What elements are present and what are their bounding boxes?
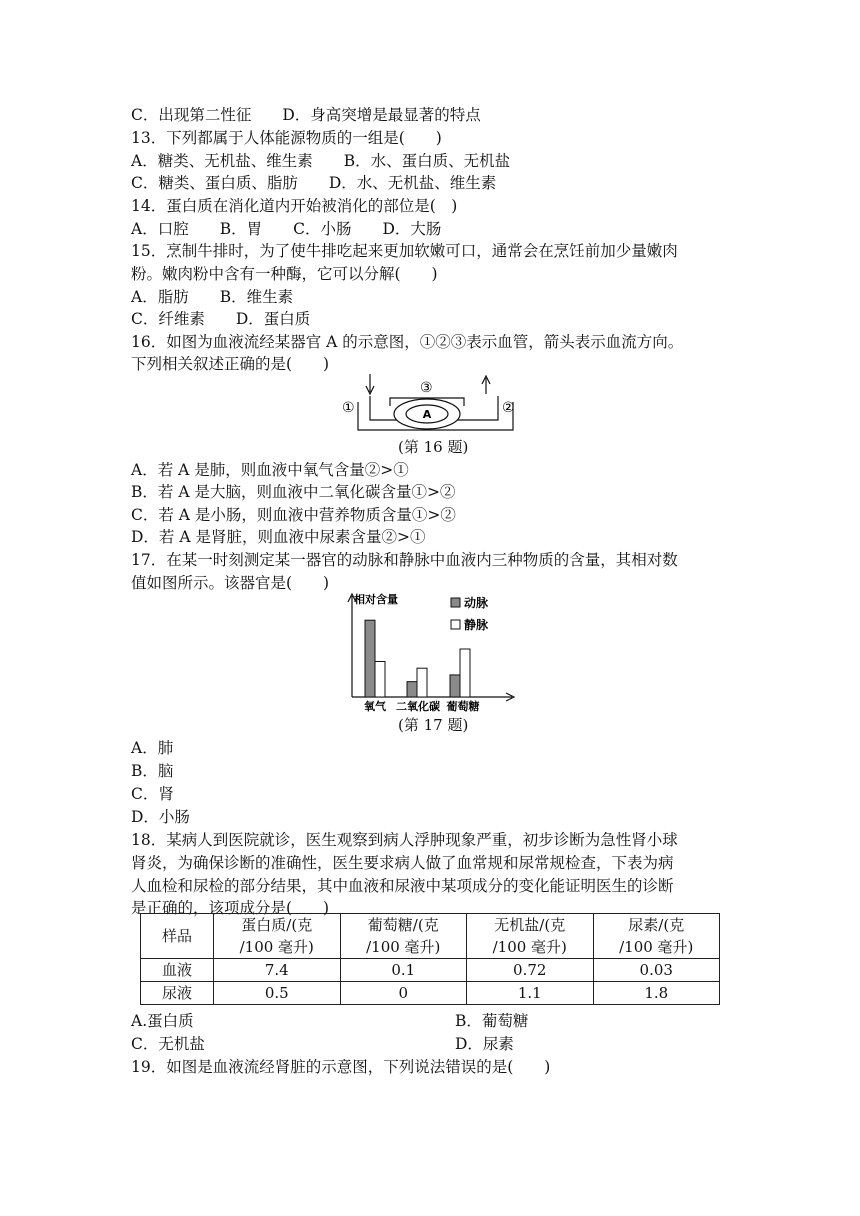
- q15-stem-line2: 粉。嫩肉粉中含有一种酶，它可以分解( ): [131, 265, 438, 283]
- q18-option-a: A.蛋白质: [131, 1012, 194, 1030]
- legend-label: 动脉: [464, 596, 489, 610]
- q18-stem-line1: 18．某病人到医院就诊，医生观察到病人浮肿现象严重，初步诊断为急性肾小球: [131, 831, 678, 849]
- table-cell: 1.8: [593, 982, 720, 1005]
- q16-option-c: C．若 A 是小肠，则血液中营养物质含量①>②: [131, 506, 456, 524]
- bar-vein-2: [460, 649, 470, 697]
- table-cell: 0: [340, 982, 467, 1005]
- table-cell: 0.72: [467, 959, 594, 982]
- q17-option-a: A．肺: [131, 739, 174, 757]
- q14-stem: 14．蛋白质在消化道内开始被消化的部位是( ): [131, 197, 458, 215]
- q19-stem: 19．如图是血液流经肾脏的示意图，下列说法错误的是( ): [131, 1058, 551, 1076]
- q18-option-b: B．葡萄糖: [455, 1012, 529, 1030]
- q16-stem-line1: 16．如图为血液流经某器官 A 的示意图，①②③表示血管，箭头表示血流方向。: [131, 333, 684, 351]
- q17-stem-line1: 17．在某一时刻测定某一器官的动脉和静脉中血液内三种物质的含量，其相对数: [131, 551, 678, 569]
- q18-stem-line2: 肾炎，为确保诊断的准确性，医生要求病人做了血常规和尿常规检查，下表为病: [131, 854, 674, 872]
- q13-stem: 13．下列都属于人体能源物质的一组是( ): [131, 129, 442, 147]
- q15-option-ab: A．脂肪 B．维生素: [131, 288, 294, 306]
- table-header-row: [141, 914, 720, 959]
- bar-vein-0: [375, 661, 385, 697]
- q16-option-a: A．若 A 是肺，则血液中氧气含量②>①: [131, 461, 409, 479]
- q18-stem-line4: 是正确的，该项成分是( ): [131, 899, 330, 917]
- header-urea: 尿素/(克 /100 毫升): [593, 914, 720, 959]
- table-cell: 7.4: [214, 959, 341, 982]
- organ-a-label: A: [422, 408, 432, 421]
- table-cell: 1.1: [467, 982, 594, 1005]
- table-cell: 尿液: [141, 982, 214, 1005]
- vessel-3-label: ③: [420, 380, 433, 396]
- legend-swatch: [451, 598, 460, 607]
- table-cell: 0.03: [593, 959, 720, 982]
- table-cell: 血液: [141, 959, 214, 982]
- q12-option-cd: C．出现第二性征 D．身高突增是最显著的特点: [131, 106, 481, 124]
- q18-stem-line3: 人血检和尿检的部分结果，其中血液和尿液中某项成分的变化能证明医生的诊断: [131, 877, 674, 895]
- legend-label: 静脉: [464, 618, 489, 632]
- table-row: [141, 959, 720, 982]
- q16-blood-flow-diagram: [338, 374, 528, 436]
- q16-option-d: D．若 A 是肾脏，则血液中尿素含量②>①: [131, 528, 426, 546]
- bar-artery-1: [407, 682, 417, 697]
- table-cell: 0.5: [214, 982, 341, 1005]
- q18-option-c: C．无机盐: [131, 1035, 205, 1053]
- q13-option-ab: A．糖类、无机盐、维生素 B．水、蛋白质、无机盐: [131, 152, 511, 170]
- header-protein: 蛋白质/(克 /100 毫升): [214, 914, 341, 959]
- q15-stem-line1: 15．烹制牛排时，为了使牛排吃起来更加软嫩可口，通常会在烹饪前加少量嫩肉: [131, 242, 678, 260]
- q16-option-b: B．若 A 是大脑，则血液中二氧化碳含量①>②: [131, 483, 456, 501]
- legend-swatch: [451, 620, 460, 629]
- vessel-1-label: ①: [342, 400, 355, 416]
- bar-artery-2: [450, 675, 460, 697]
- q17-stem-line2: 值如图所示。该器官是( ): [131, 574, 330, 592]
- q15-option-cd: C．纤维素 D．蛋白质: [131, 310, 311, 328]
- q16-caption: (第 16 题): [398, 438, 469, 456]
- bar-artery-0: [365, 620, 375, 697]
- table-cell: 0.1: [340, 959, 467, 982]
- header-salts: 无机盐/(克 /100 毫升): [467, 914, 594, 959]
- header-sample: 样品: [141, 914, 214, 959]
- header-glucose: 葡萄糖/(克 /100 毫升): [340, 914, 467, 959]
- x-tick-label: 葡萄糖: [446, 700, 480, 713]
- q13-option-cd: C．糖类、蛋白质、脂肪 D．水、无机盐、维生素: [131, 174, 497, 192]
- table-row: [141, 982, 720, 1005]
- bar-vein-1: [417, 668, 427, 697]
- x-tick-label: 氧气: [364, 700, 386, 713]
- q17-option-d: D．小肠: [131, 808, 190, 826]
- q17-option-c: C．肾: [131, 785, 174, 803]
- vessel-2-label: ②: [502, 400, 515, 416]
- q17-bar-chart: [338, 590, 520, 714]
- y-axis-label: 相对含量: [354, 593, 398, 606]
- q18-results-table: [140, 913, 720, 1005]
- x-tick-label: 二氧化碳: [396, 700, 440, 713]
- q18-option-d: D．尿素: [455, 1035, 514, 1053]
- q17-option-b: B．脑: [131, 762, 174, 780]
- q16-stem-line2: 下列相关叙述正确的是( ): [131, 355, 330, 373]
- q17-caption: (第 17 题): [398, 716, 469, 734]
- q14-options: A．口腔 B．胃 C．小肠 D．大肠: [131, 220, 442, 238]
